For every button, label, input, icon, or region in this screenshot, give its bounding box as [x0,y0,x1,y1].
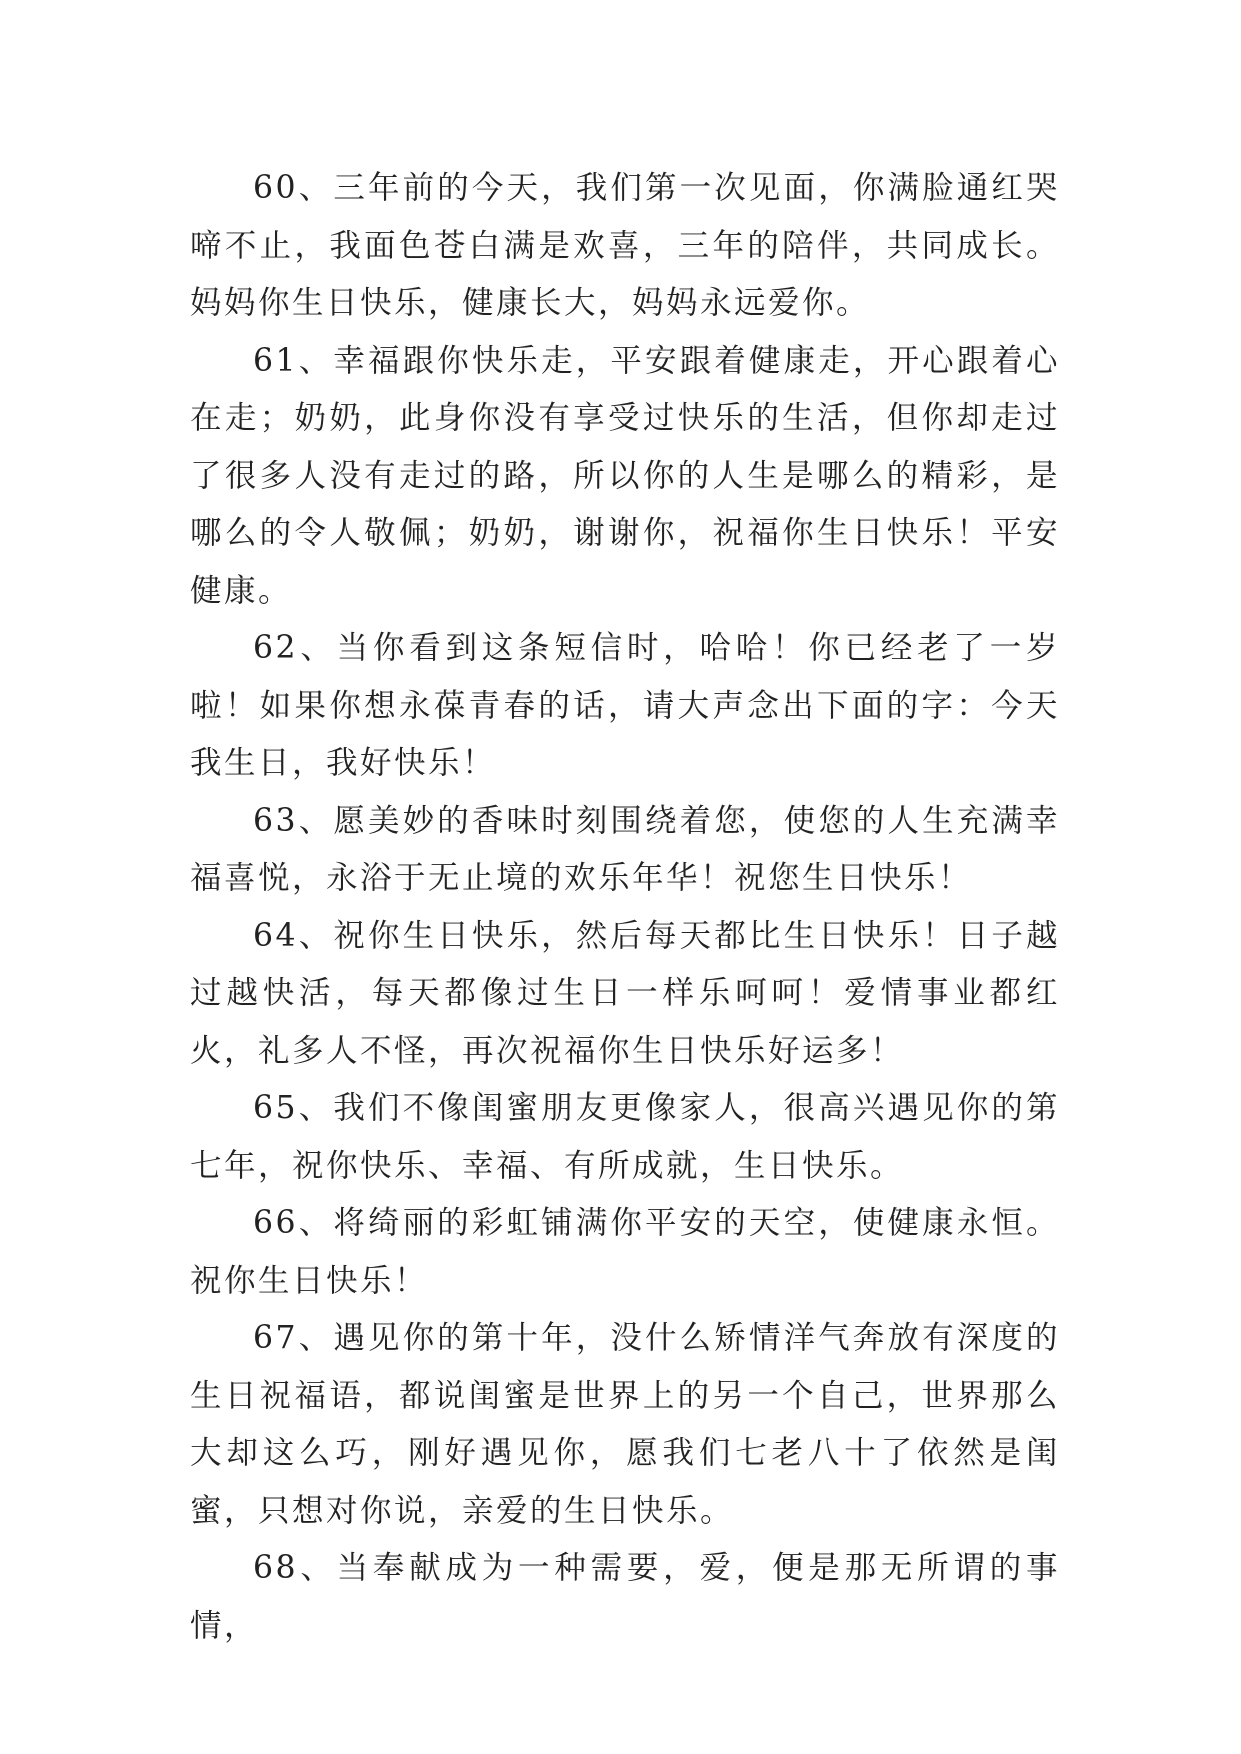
paragraph-61: 61、幸福跟你快乐走，平安跟着健康走，开心跟着心在走；奶奶，此身你没有享受过快乐的生活，但你却走过了很多人没有走过的路，所以你的人生是哪么的精彩，是哪么的令人敬佩；奶奶，谢谢你，祝福你生日快乐！平安健康。 [190,342,1060,609]
paragraph-65: 65、我们不像闺蜜朋友更像家人，很高兴遇见你的第七年，祝你快乐、幸福、有所成就，生日快乐。 [190,1090,1060,1184]
paragraph-66: 66、将绮丽的彩虹铺满你平安的天空，使健康永恒。祝你生日快乐！ [190,1205,1060,1299]
paragraph-68: 68、当奉献成为一种需要，爱，便是那无所谓的事情， [190,1550,1060,1644]
paragraph-64: 64、祝你生日快乐，然后每天都比生日快乐！日子越过越快活，每天都像过生日一样乐呵呵！爱情事业都红火，礼多人不怪，再次祝福你生日快乐好运多！ [190,917,1060,1069]
paragraph-60: 60、三年前的今天，我们第一次见面，你满脸通红哭啼不止，我面色苍白满是欢喜，三年的陪伴，共同成长。妈妈你生日快乐，健康长大，妈妈永远爱你。 [190,170,1060,321]
paragraph-62: 62、当你看到这条短信时，哈哈！你已经老了一岁啦！如果你想永葆青春的话，请大声念出下面的字：今天我生日，我好快乐！ [190,630,1060,781]
paragraph-63: 63、愿美妙的香味时刻围绕着您，使您的人生充满幸福喜悦，永浴于无止境的欢乐年华！祝您生日快乐！ [190,802,1060,896]
document-body [190,160,1060,1655]
paragraph-67: 67、遇见你的第十年，没什么矫情洋气奔放有深度的生日祝福语，都说闺蜜是世界上的另一个自己，世界那么大却这么巧，刚好遇见你，愿我们七老八十了依然是闺蜜，只想对你说，亲爱的生日快乐。 [190,1320,1060,1529]
